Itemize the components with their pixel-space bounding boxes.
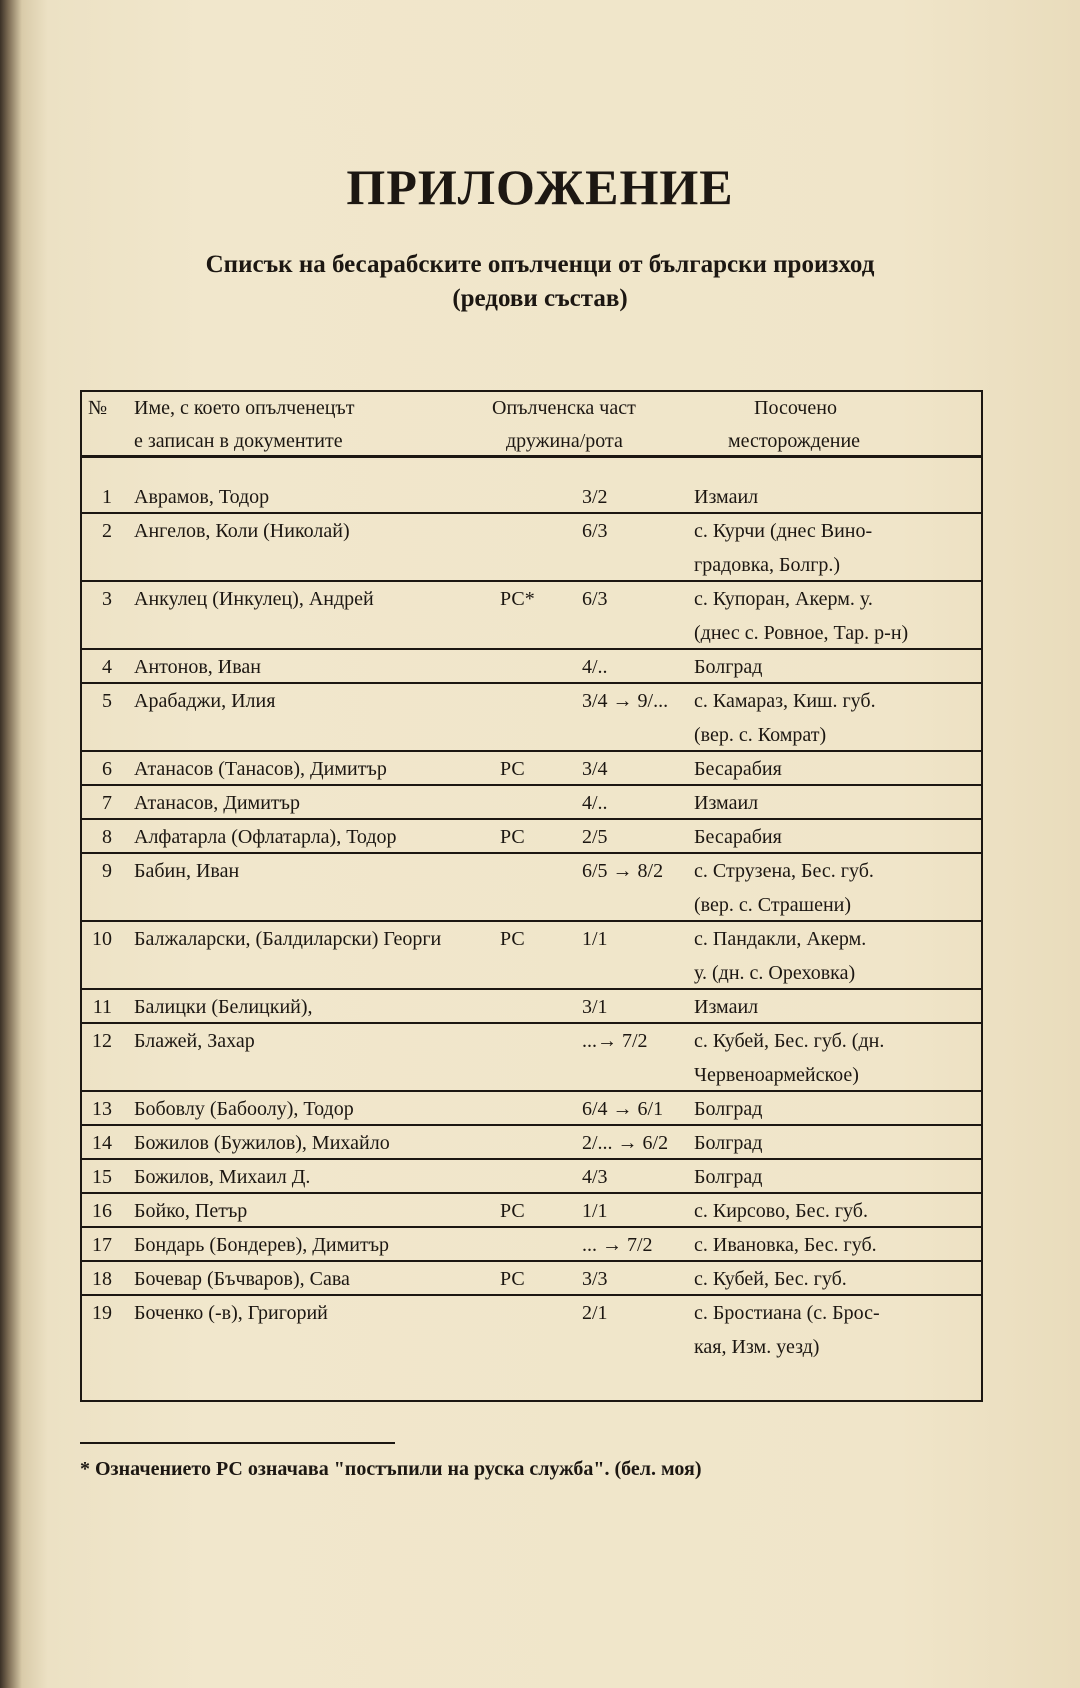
birthplace-line1: с. Струзена, Бес. губ.	[694, 860, 874, 882]
table-row	[82, 1024, 981, 1092]
unit-company: 3/4	[582, 758, 608, 780]
row-number: 1	[102, 486, 112, 508]
volunteers-table	[80, 390, 983, 1402]
birthplace	[694, 752, 782, 786]
table-header	[82, 392, 981, 458]
volunteer-name: Алфатарла (Офлатарла), Тодор	[134, 826, 397, 848]
rs-mark: РС	[500, 758, 525, 780]
birthplace-line2: кая, Изм. уезд)	[694, 1336, 820, 1358]
volunteer-name: Антонов, Иван	[134, 656, 261, 678]
header-name-line1: Име, с което опълченецът	[134, 397, 355, 419]
table-row	[82, 1092, 981, 1126]
unit-company: 3/1	[582, 996, 608, 1018]
row-number: 14	[92, 1132, 112, 1154]
birthplace	[694, 854, 874, 922]
birthplace-line2: градовка, Болгр.)	[694, 554, 841, 576]
table-row	[82, 1262, 981, 1296]
row-number: 9	[102, 860, 112, 882]
unit-company: 3/2	[582, 486, 608, 508]
birthplace-line1: с. Бростиана (с. Брос-	[694, 1302, 880, 1324]
volunteer-name: Ангелов, Коли (Николай)	[134, 520, 350, 542]
row-number: 2	[102, 520, 112, 542]
volunteer-name: Анкулец (Инкулец), Андрей	[134, 588, 374, 610]
rs-mark: РС	[500, 928, 525, 950]
birthplace	[694, 990, 758, 1024]
unit-company: 6/5 → 8/2	[582, 860, 664, 882]
birthplace	[694, 1296, 880, 1364]
table-row	[82, 752, 981, 786]
table-row	[82, 1296, 981, 1364]
birthplace-line2: (вер. с. Комрат)	[694, 724, 827, 746]
volunteer-name: Атанасов, Димитър	[134, 792, 300, 814]
birthplace-line1: Измаил	[694, 792, 759, 814]
birthplace-line1: Бесарабия	[694, 826, 782, 848]
unit-company: 6/4 → 6/1	[582, 1098, 664, 1120]
birthplace-line1: с. Купоран, Акерм. у.	[694, 588, 873, 610]
birthplace-line1: Бесарабия	[694, 758, 782, 780]
row-number: 11	[92, 996, 112, 1018]
header-place-line2: месторождение	[728, 430, 861, 452]
birthplace	[694, 582, 908, 650]
table-row	[82, 786, 981, 820]
birthplace-line2: у. (дн. с. Ореховка)	[694, 962, 856, 984]
unit-company: 4/..	[582, 792, 608, 814]
header-unit-line1: Опълченска част	[492, 397, 636, 419]
birthplace-line2: (вер. с. Страшени)	[694, 894, 852, 916]
row-number: 19	[92, 1302, 112, 1324]
unit-company: 4/..	[582, 656, 608, 678]
birthplace	[694, 650, 762, 684]
volunteer-name: Бойко, Петър	[134, 1200, 248, 1222]
unit-company: 2/5	[582, 826, 608, 848]
header-name-line2: е записан в документите	[134, 430, 343, 452]
volunteer-name: Бобовлу (Бабоолу), Тодор	[134, 1098, 354, 1120]
unit-company: 6/3	[582, 520, 608, 542]
header-num: №	[88, 397, 108, 419]
row-number: 17	[92, 1234, 112, 1256]
table-row	[82, 1126, 981, 1160]
birthplace-line1: с. Кубей, Бес. губ.	[694, 1268, 847, 1290]
table-row	[82, 582, 981, 650]
birthplace-line1: Болград	[694, 1098, 763, 1120]
subtitle	[90, 248, 990, 316]
birthplace	[694, 1262, 847, 1296]
table-row	[82, 1194, 981, 1228]
volunteer-name: Божилов, Михаил Д.	[134, 1166, 311, 1188]
row-number: 3	[102, 588, 112, 610]
table-row	[82, 1228, 981, 1262]
birthplace-line1: с. Камараз, Киш. губ.	[694, 690, 876, 712]
row-number: 15	[92, 1166, 112, 1188]
rs-mark: РС	[500, 826, 525, 848]
birthplace-line1: Болград	[694, 1166, 763, 1188]
volunteer-name: Бабин, Иван	[134, 860, 240, 882]
birthplace	[694, 820, 782, 854]
header-place-line1: Посочено	[754, 397, 837, 419]
unit-company: 3/4 → 9/...	[582, 690, 669, 712]
unit-company: 6/3	[582, 588, 608, 610]
subtitle-line-1: Списък на бесарабските опълченци от български произход	[205, 251, 875, 278]
table-row	[82, 480, 981, 514]
header-unit-line2: дружина/рота	[506, 430, 623, 452]
birthplace-line1: с. Кубей, Бес. губ. (дн.	[694, 1030, 885, 1052]
row-number: 12	[92, 1030, 112, 1052]
birthplace	[694, 1024, 884, 1092]
volunteer-name: Аврамов, Тодор	[134, 486, 270, 508]
birthplace	[694, 514, 872, 582]
footnote-divider	[80, 1442, 395, 1444]
unit-company: ...→ 7/2	[582, 1030, 648, 1052]
birthplace	[694, 1160, 762, 1194]
rs-mark: РС*	[500, 588, 535, 610]
birthplace-line1: Болград	[694, 1132, 763, 1154]
volunteer-name: Бочевар (Бъчваров), Сава	[134, 1268, 350, 1290]
unit-company: 2/1	[582, 1302, 608, 1324]
unit-company: 2/... → 6/2	[582, 1132, 669, 1154]
birthplace	[694, 786, 758, 820]
row-number: 6	[102, 758, 112, 780]
volunteer-name: Балжаларски, (Балдиларски) Георги	[134, 928, 442, 950]
volunteer-name: Арабаджи, Илия	[134, 690, 276, 712]
birthplace-line1: с. Ивановка, Бес. губ.	[694, 1234, 877, 1256]
birthplace-line1: с. Пандакли, Акерм.	[694, 928, 867, 950]
birthplace	[694, 1092, 762, 1126]
table-row	[82, 854, 981, 922]
rs-mark: РС	[500, 1200, 525, 1222]
row-number: 5	[102, 690, 112, 712]
row-number: 18	[92, 1268, 112, 1290]
birthplace-line1: Болград	[694, 656, 763, 678]
volunteer-name: Атанасов (Танасов), Димитър	[134, 758, 387, 780]
row-number: 10	[92, 928, 112, 950]
birthplace-line1: Измаил	[694, 996, 759, 1018]
table-row	[82, 922, 981, 990]
birthplace-line1: с. Кирсово, Бес. губ.	[694, 1200, 868, 1222]
row-number: 7	[102, 792, 112, 814]
unit-company: 1/1	[582, 1200, 608, 1222]
page-title: ПРИЛОЖЕНИЕ	[346, 159, 734, 215]
table-row	[82, 650, 981, 684]
table-row	[82, 514, 981, 582]
unit-company: 3/3	[582, 1268, 608, 1290]
volunteer-name: Блажей, Захар	[134, 1030, 255, 1052]
volunteer-name: Бондарь (Бондерев), Димитър	[134, 1234, 390, 1256]
birthplace-line1: с. Курчи (днес Вино-	[694, 520, 873, 542]
unit-company: ... → 7/2	[582, 1234, 653, 1256]
row-number: 8	[102, 826, 112, 848]
volunteer-name: Балицки (Белицкий),	[134, 996, 313, 1018]
table-row	[82, 684, 981, 752]
birthplace-line1: Измаил	[694, 486, 759, 508]
birthplace	[694, 684, 876, 752]
birthplace	[694, 922, 866, 990]
birthplace	[694, 1194, 868, 1228]
volunteer-name: Боченко (-в), Григорий	[134, 1302, 328, 1324]
table-row	[82, 990, 981, 1024]
subtitle-line-2: (редови състав)	[452, 285, 628, 312]
unit-company: 1/1	[582, 928, 608, 950]
row-number: 16	[92, 1200, 112, 1222]
birthplace	[694, 1126, 762, 1160]
row-number: 13	[92, 1098, 112, 1120]
volunteer-name: Божилов (Бужилов), Михайло	[134, 1132, 390, 1154]
birthplace	[694, 480, 758, 514]
birthplace	[694, 1228, 877, 1262]
birthplace-line2: (днес с. Ровное, Тар. р-н)	[694, 622, 909, 644]
table-row	[82, 1160, 981, 1194]
unit-company: 4/3	[582, 1166, 608, 1188]
birthplace-line2: Червеноармейское)	[694, 1064, 859, 1086]
footnote: * Означението РС означава "постъпили на руска служба". (бел. моя)	[80, 1458, 702, 1480]
rs-mark: РС	[500, 1268, 525, 1290]
row-number: 4	[102, 656, 112, 678]
table-row	[82, 820, 981, 854]
